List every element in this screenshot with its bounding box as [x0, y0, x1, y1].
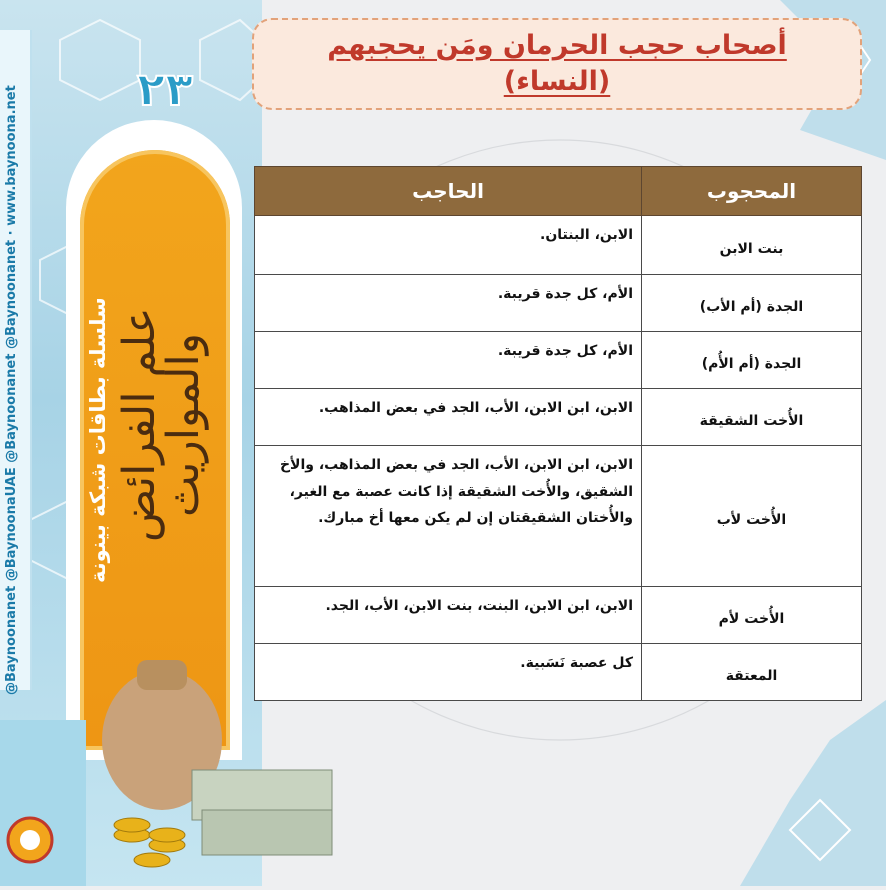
table-row: [255, 587, 862, 644]
mahjub-cell: الأُخت الشقيقة: [642, 389, 862, 446]
table-header-row: [255, 167, 862, 216]
header-mahjub: المحجوب: [642, 167, 862, 216]
table-row: [255, 389, 862, 446]
mahjub-cell: المعتقة: [642, 644, 862, 701]
card-number: ٢٣: [136, 62, 194, 116]
hajib-cell: الابن، البنتان.: [255, 216, 642, 275]
mahjub-cell: الأُخت لأب: [642, 446, 862, 587]
mahjub-cell: الجدة (أم الأُم): [642, 332, 862, 389]
social-handles-text: @Baynoonanet @BaynoonaUAE @Baynoonanet @Baynoonanet · www.baynoona.net: [4, 85, 19, 695]
hajib-cell: الابن، ابن الابن، الأب، الجد في بعض المذاهب، والأخ الشقيق، والأُخت الشقيقة إذا كانت عصبة مع الغير، والأُختان الشقيقتان إن لم يكن معها أخ مبارك.: [255, 446, 642, 587]
mahjub-cell: الجدة (أم الأب): [642, 275, 862, 332]
hajib-cell: الأم، كل جدة قريبة.: [255, 332, 642, 389]
hajib-cell: الابن، ابن الابن، البنت، بنت الابن، الأب، الجد.: [255, 587, 642, 644]
table-row: [255, 446, 862, 587]
table-row: [255, 332, 862, 389]
hajb-table: [254, 166, 862, 701]
header-hajib: الحاجب: [255, 167, 642, 216]
table-row: [255, 644, 862, 701]
social-strip: [0, 30, 32, 695]
hajib-cell: الابن، ابن الابن، الأب، الجد في بعض المذاهب.: [255, 389, 642, 446]
baynoona-logo: [0, 720, 86, 886]
hajib-cell: كل عصبة نَسَبية.: [255, 644, 642, 701]
calligraphy-title: علم الفرائض والمواريث: [114, 307, 209, 543]
mahjub-cell: الأُخت لأم: [642, 587, 862, 644]
table-row: [255, 216, 862, 275]
page-subtitle: (النساء): [503, 66, 611, 97]
series-title: سلسلة بطاقات شبكة بينونة: [86, 297, 110, 583]
table-row: [255, 275, 862, 332]
mahjub-cell: بنت الابن: [642, 216, 862, 275]
page-title: أصحاب حجب الحرمان ومَن يحجبهم: [327, 29, 787, 61]
title-box: [252, 18, 862, 110]
hajib-cell: الأم، كل جدة قريبة.: [255, 275, 642, 332]
